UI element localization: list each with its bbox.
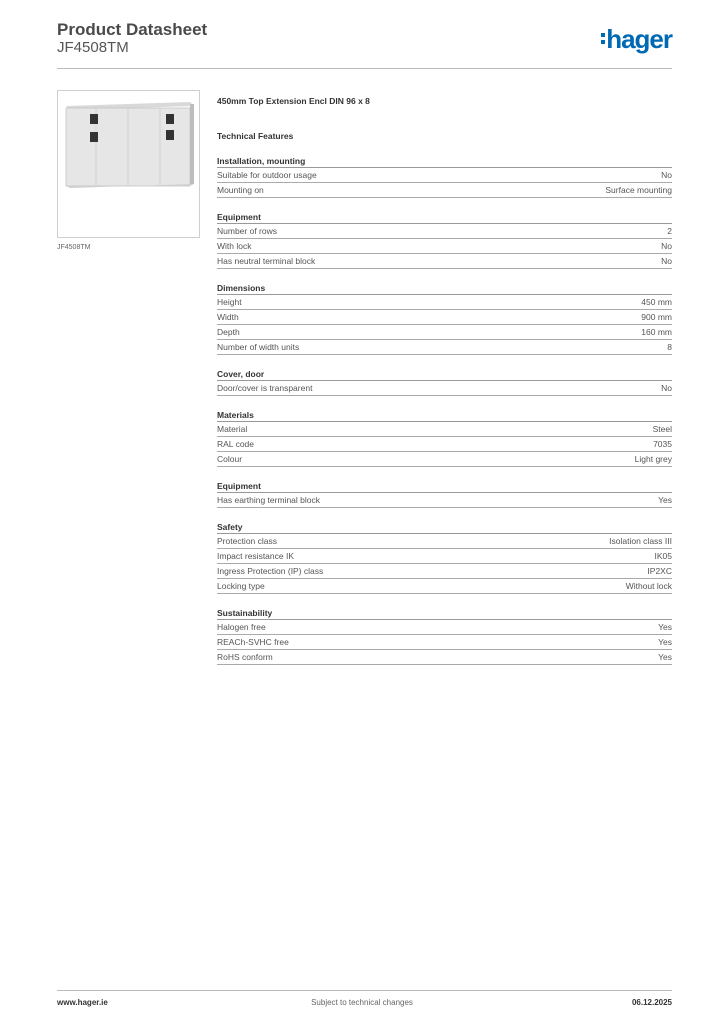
feature-row bbox=[217, 325, 672, 340]
section-title: Materials bbox=[217, 410, 672, 422]
feature-row bbox=[217, 437, 672, 452]
feature-value: 160 mm bbox=[641, 327, 672, 337]
feature-label: Impact resistance IK bbox=[217, 551, 295, 561]
feature-label: RAL code bbox=[217, 439, 255, 449]
feature-label: Suitable for outdoor usage bbox=[217, 170, 317, 180]
header-divider bbox=[57, 68, 672, 69]
feature-value: Isolation class III bbox=[609, 536, 672, 546]
feature-value: Yes bbox=[658, 622, 672, 632]
feature-value: Yes bbox=[658, 652, 672, 662]
feature-value: Steel bbox=[652, 424, 672, 434]
section-title: Equipment bbox=[217, 481, 672, 493]
page-title: Product Datasheet bbox=[57, 20, 208, 39]
feature-label: Locking type bbox=[217, 581, 265, 591]
section-title: Dimensions bbox=[217, 283, 672, 295]
feature-value: Yes bbox=[658, 637, 672, 647]
feature-row bbox=[217, 381, 672, 396]
section-title: Equipment bbox=[217, 212, 672, 224]
feature-value: Light grey bbox=[634, 454, 672, 464]
section-title: Installation, mounting bbox=[217, 156, 672, 168]
feature-row bbox=[217, 183, 672, 198]
section-title: Cover, door bbox=[217, 369, 672, 381]
feature-label: Protection class bbox=[217, 536, 277, 546]
feature-row bbox=[217, 635, 672, 650]
product-enclosure-icon bbox=[62, 100, 196, 190]
feature-label: With lock bbox=[217, 241, 252, 251]
feature-label: Colour bbox=[217, 454, 243, 464]
logo-text: hager bbox=[606, 24, 672, 54]
feature-row bbox=[217, 295, 672, 310]
feature-label: Width bbox=[217, 312, 239, 322]
feature-section bbox=[217, 156, 672, 198]
feature-row bbox=[217, 422, 672, 437]
feature-row bbox=[217, 310, 672, 325]
product-image bbox=[57, 90, 200, 238]
technical-content bbox=[217, 95, 672, 665]
feature-label: RoHS conform bbox=[217, 652, 273, 662]
feature-section bbox=[217, 608, 672, 665]
feature-value: No bbox=[661, 256, 672, 266]
feature-value: Surface mounting bbox=[605, 185, 672, 195]
section-title: Sustainability bbox=[217, 608, 672, 620]
feature-section bbox=[217, 522, 672, 594]
features-title: Technical Features bbox=[217, 131, 294, 141]
footer-divider bbox=[57, 990, 672, 991]
feature-value: 7035 bbox=[653, 439, 672, 449]
logo-dots-icon bbox=[601, 33, 605, 44]
feature-row bbox=[217, 650, 672, 665]
feature-value: Yes bbox=[658, 495, 672, 505]
feature-row bbox=[217, 534, 672, 549]
feature-row bbox=[217, 340, 672, 355]
feature-label: Door/cover is transparent bbox=[217, 383, 313, 393]
feature-section bbox=[217, 481, 672, 508]
image-caption: JF4508TM bbox=[57, 244, 91, 251]
feature-value: Without lock bbox=[625, 581, 672, 591]
feature-label: REACh-SVHC free bbox=[217, 637, 289, 647]
feature-value: IP2XC bbox=[647, 566, 672, 576]
footer-website: www.hager.ie bbox=[57, 998, 108, 1007]
feature-section bbox=[217, 212, 672, 269]
feature-value: 900 mm bbox=[641, 312, 672, 322]
feature-row bbox=[217, 168, 672, 183]
feature-row bbox=[217, 564, 672, 579]
feature-row bbox=[217, 620, 672, 635]
feature-section bbox=[217, 369, 672, 396]
feature-value: 8 bbox=[667, 342, 672, 352]
feature-row bbox=[217, 579, 672, 594]
feature-value: No bbox=[661, 170, 672, 180]
feature-label: Halogen free bbox=[217, 622, 266, 632]
feature-row bbox=[217, 452, 672, 467]
hager-logo bbox=[601, 26, 672, 52]
product-name: 450mm Top Extension Encl DIN 96 x 8 bbox=[217, 96, 370, 106]
feature-row bbox=[217, 239, 672, 254]
feature-label: Material bbox=[217, 424, 248, 434]
section-title: Safety bbox=[217, 522, 672, 534]
feature-value: No bbox=[661, 241, 672, 251]
feature-section bbox=[217, 410, 672, 467]
feature-value: 2 bbox=[667, 226, 672, 236]
feature-row bbox=[217, 493, 672, 508]
feature-section bbox=[217, 283, 672, 355]
feature-value: IK05 bbox=[654, 551, 672, 561]
feature-label: Height bbox=[217, 297, 242, 307]
feature-label: Number of rows bbox=[217, 226, 277, 236]
feature-label: Depth bbox=[217, 327, 240, 337]
feature-label: Number of width units bbox=[217, 342, 300, 352]
product-code: JF4508TM bbox=[57, 39, 129, 56]
footer-date: 06.12.2025 bbox=[631, 998, 672, 1007]
feature-label: Has earthing terminal block bbox=[217, 495, 320, 505]
feature-label: Has neutral terminal block bbox=[217, 256, 316, 266]
feature-value: No bbox=[661, 383, 672, 393]
feature-row bbox=[217, 224, 672, 239]
footer-notice: Subject to technical changes bbox=[311, 998, 413, 1007]
feature-row bbox=[217, 254, 672, 269]
feature-label: Mounting on bbox=[217, 185, 264, 195]
feature-sections bbox=[217, 156, 672, 665]
feature-row bbox=[217, 549, 672, 564]
feature-label: Ingress Protection (IP) class bbox=[217, 566, 324, 576]
feature-value: 450 mm bbox=[641, 297, 672, 307]
